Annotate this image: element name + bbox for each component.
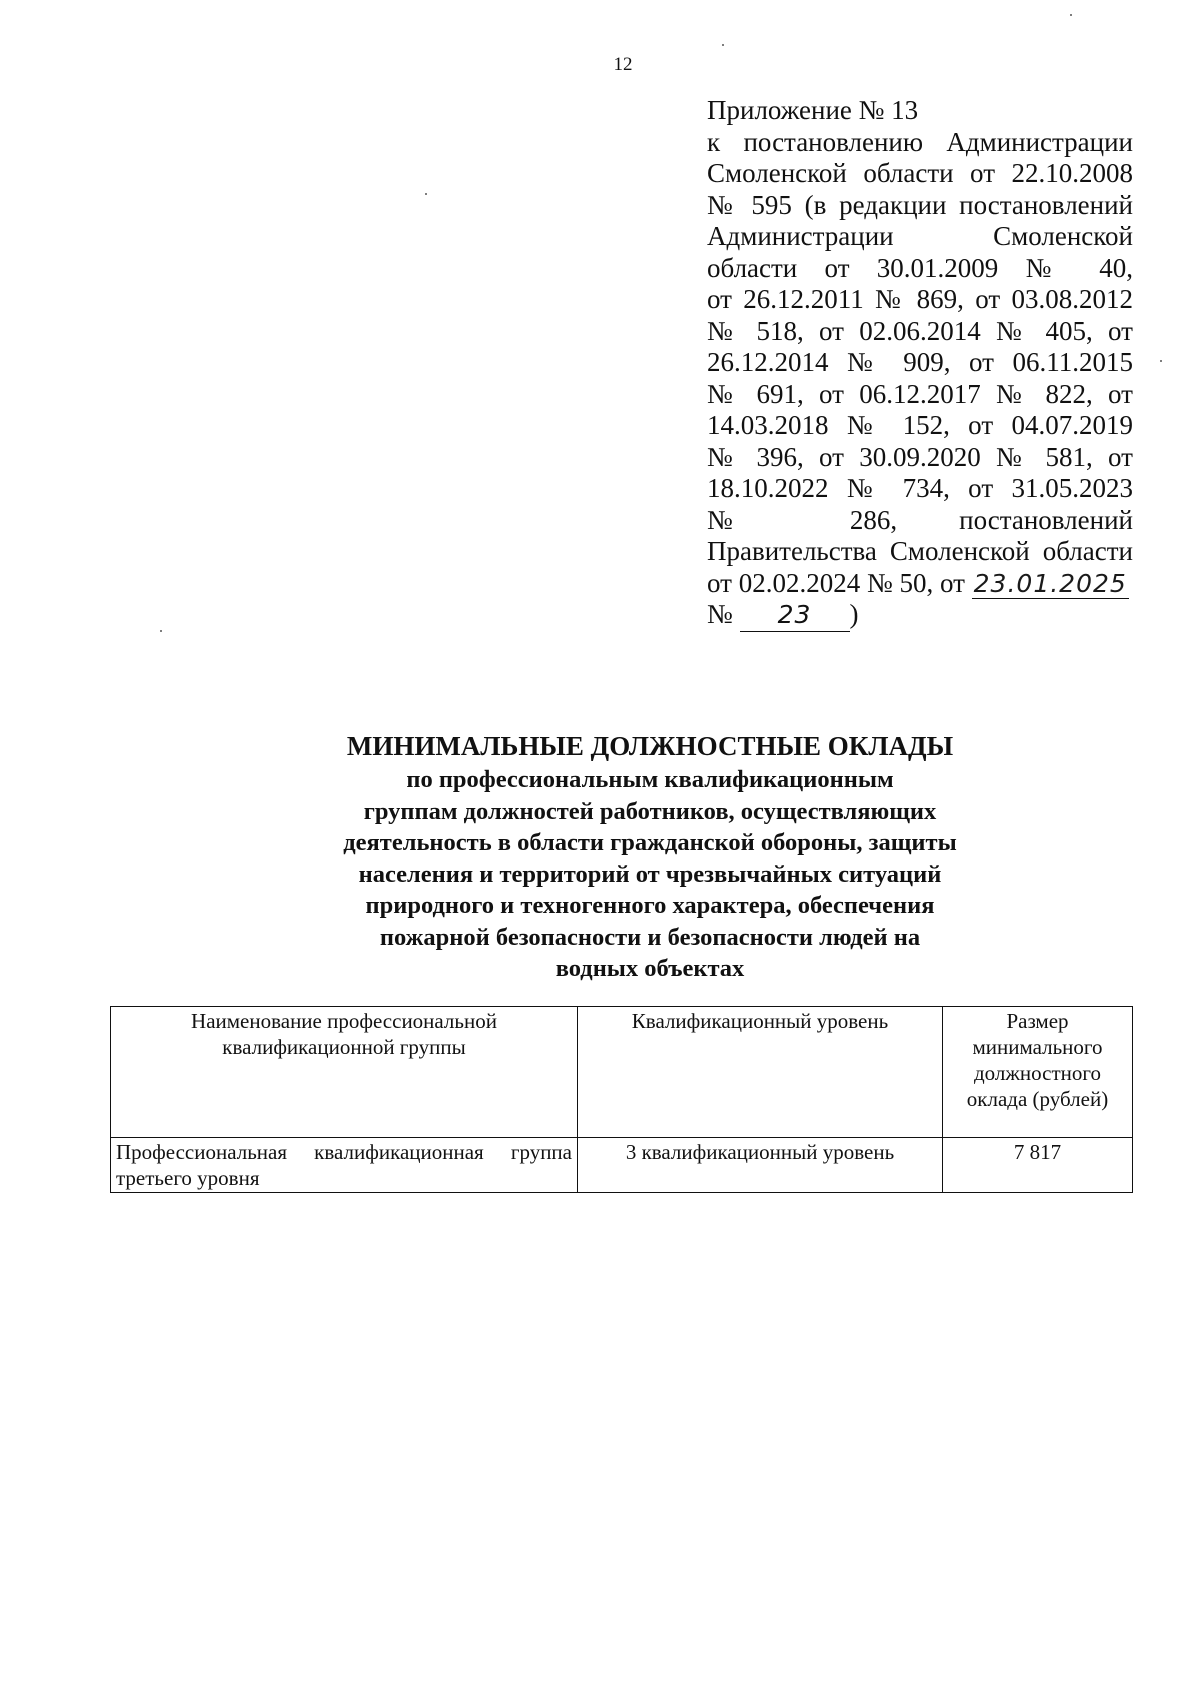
header-group-name: Наименование профессиональной квалификационной группы xyxy=(111,1007,578,1138)
appendix-line-signed-date xyxy=(707,568,1133,600)
header-qualification-level: Квалификационный уровень xyxy=(578,1007,943,1138)
appendix-line: № 691, от 06.12.2017 № 822, от xyxy=(707,378,1133,409)
handwritten-number: 23 xyxy=(740,599,850,632)
appendix-line: № 396, от 30.09.2020 № 581, от xyxy=(707,441,1133,472)
scan-speck xyxy=(1070,14,1072,16)
scan-speck xyxy=(722,44,724,46)
number-sign: № xyxy=(707,599,733,629)
header-salary: Размер минимального должностного оклада (рублей) xyxy=(943,1007,1133,1138)
appendix-line: 18.10.2022 № 734, от 31.05.2023 xyxy=(707,473,1133,503)
title-sub-line: группам должностей работников, осуществляющих xyxy=(363,797,937,825)
appendix-line: № 518, от 02.06.2014 № 405, от xyxy=(707,315,1133,346)
salary-table xyxy=(110,1006,1133,1193)
title-sub-line: природного и техногенного характера, обеспечения xyxy=(365,892,935,919)
page-number: 12 xyxy=(613,54,633,75)
appendix-header xyxy=(707,95,1133,632)
appendix-line: Правительства Смоленской области xyxy=(707,536,1133,566)
scan-speck xyxy=(160,630,162,632)
appendix-line: Смоленской области от 22.10.2008 xyxy=(707,158,1133,188)
appendix-line: № 595 (в редакции постановлений xyxy=(707,189,1133,220)
appendix-line: 26.12.2014 № 909, от 06.11.2015 xyxy=(707,347,1133,377)
title-sub-line: пожарной безопасности и безопасности людей на xyxy=(379,923,921,951)
scan-speck xyxy=(425,193,427,195)
cell-salary: 7 817 xyxy=(943,1138,1133,1193)
table-header-row xyxy=(111,1007,1133,1138)
appendix-line-signed-number xyxy=(707,599,1133,632)
title-main: МИНИМАЛЬНЫЕ ДОЛЖНОСТНЫЕ ОКЛАДЫ xyxy=(346,731,954,761)
closing-paren: ) xyxy=(849,599,859,629)
title-sub-line: по профессиональным квалификационным xyxy=(406,766,894,793)
appendix-line: № 286, постановлений xyxy=(707,504,1133,535)
appendix-line: к постановлению Администрации xyxy=(707,126,1133,157)
appendix-line: от 26.12.2011 № 869, от 03.08.2012 xyxy=(707,284,1133,314)
title-sub-line: деятельность в области гражданской обороны, защиты xyxy=(343,829,957,856)
table-row xyxy=(111,1138,1133,1193)
scan-speck xyxy=(1160,360,1162,362)
handwritten-date: 23.01.2025 xyxy=(973,568,1127,598)
appendix-line: Администрации Смоленской xyxy=(707,221,1133,251)
cell-qualification-level: 3 квалификационный уровень xyxy=(578,1138,943,1193)
appendix-date-prefix: от 02.02.2024 № 50, от xyxy=(707,567,965,598)
cell-group-name: Профессиональная квалификационная группа третьего уровня xyxy=(111,1138,578,1193)
title-sub-line: населения и территорий от чрезвычайных ситуаций xyxy=(358,860,942,888)
appendix-line: области от 30.01.2009 № 40, xyxy=(707,252,1133,283)
document-title xyxy=(150,728,1150,985)
appendix-line: 14.03.2018 № 152, от 04.07.2019 xyxy=(707,410,1133,440)
title-sub-line: водных объектах xyxy=(555,955,745,982)
appendix-line: Приложение № 13 xyxy=(707,95,919,125)
